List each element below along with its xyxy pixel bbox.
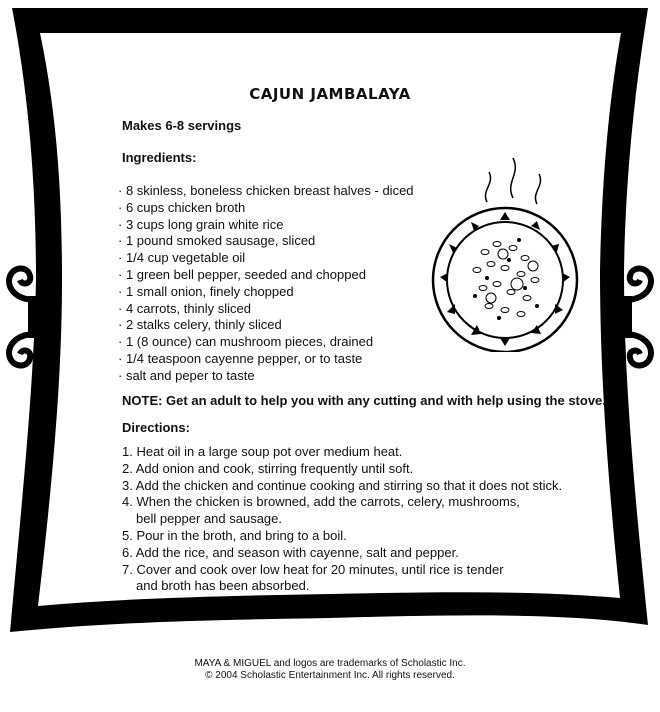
directions-list <box>122 444 562 595</box>
ingredients-heading: Ingredients: <box>122 150 197 165</box>
list-item: and broth has been absorbed. <box>136 578 310 594</box>
trademark-line: MAYA & MIGUEL and logos are trademarks of Scholastic Inc. <box>194 658 466 669</box>
list-item: · 1 (8 ounce) can mushroom pieces, drained <box>118 334 374 350</box>
list-item: · 4 carrots, thinly sliced <box>118 300 251 316</box>
recipe-title: CAJUN JAMBALAYA <box>249 85 411 103</box>
list-item: 7. Cover and cook over low heat for 20 minutes, until rice is tender <box>122 561 504 577</box>
ingredients-list <box>118 183 414 385</box>
list-item: · 1/4 teaspoon cayenne pepper, or to taste <box>118 350 363 366</box>
list-item: · 8 skinless, boneless chicken breast halves - diced <box>118 183 414 198</box>
list-item: bell pepper and sausage. <box>136 511 283 527</box>
list-item: · 6 cups chicken broth <box>118 199 246 215</box>
list-item: 6. Add the rice, and season with cayenne, salt and pepper. <box>122 544 459 560</box>
list-item: 1. Heat oil in a large soup pot over medium heat. <box>122 444 403 459</box>
list-item: 5. Pour in the broth, and bring to a boil. <box>122 527 347 543</box>
list-item: · 1 pound smoked sausage, sliced <box>118 233 316 249</box>
copyright-line: © 2004 Scholastic Entertainment Inc. All rights reserved. <box>205 670 455 681</box>
list-item: · 1 green bell pepper, seeded and chopped <box>118 266 366 282</box>
list-item: · 1/4 cup vegetable oil <box>118 250 246 266</box>
list-item: 4. When the chicken is browned, add the carrots, celery, mushrooms, <box>122 494 520 510</box>
directions-heading: Directions: <box>122 420 190 435</box>
list-item: · 2 stalks celery, thinly sliced <box>118 317 282 333</box>
list-item: · salt and peper to taste <box>118 367 255 383</box>
list-item: 3. Add the chicken and continue cooking and stirring so that it does not stick. <box>122 477 563 493</box>
copyright-footer <box>0 658 660 682</box>
safety-note: NOTE: Get an adult to help you with any cutting and with help using the stove. <box>122 393 606 408</box>
servings-line: Makes 6-8 servings <box>122 118 242 133</box>
list-item: · 1 small onion, finely chopped <box>118 283 294 299</box>
list-item: · 3 cups long grain white rice <box>118 216 284 232</box>
list-item: 2. Add onion and cook, stirring frequently until soft. <box>122 460 414 476</box>
